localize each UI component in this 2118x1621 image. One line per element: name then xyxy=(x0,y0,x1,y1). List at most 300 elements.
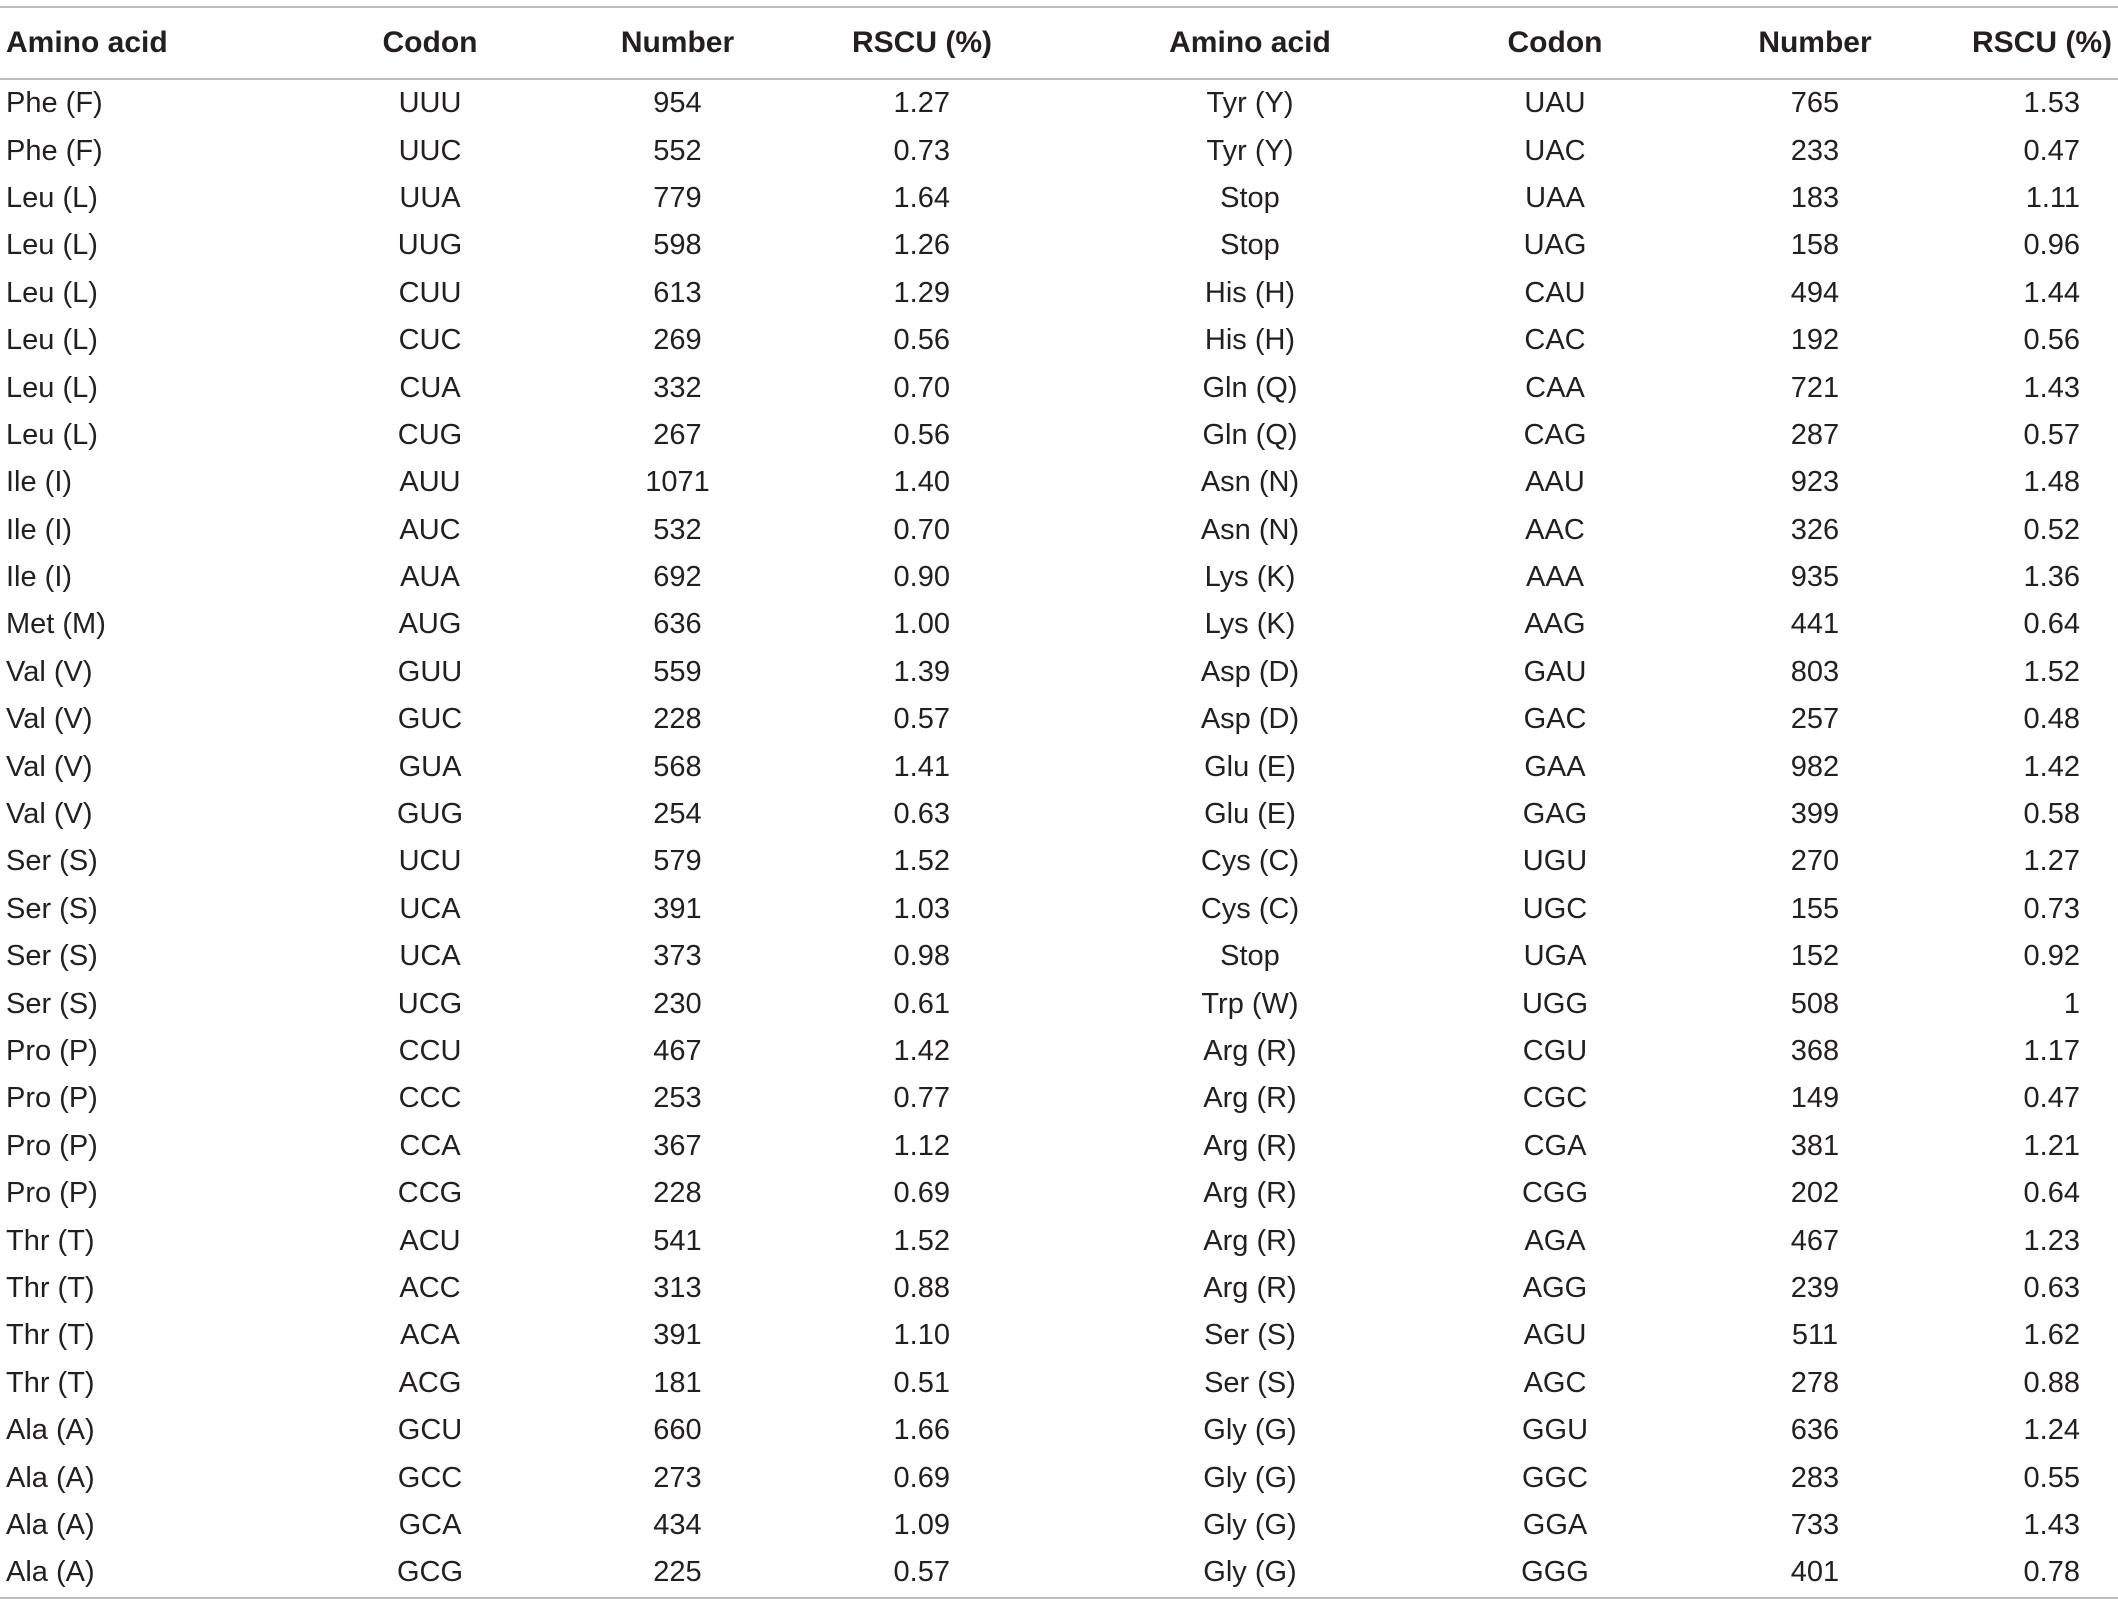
header-number-right: Number xyxy=(1758,26,1872,59)
header-codon-left: Codon xyxy=(382,26,478,59)
amino-acid-cell: Cys (C) xyxy=(1200,845,1300,878)
amino-acid-cell: Glu (E) xyxy=(1204,798,1296,831)
amino-acid-cell: Lys (K) xyxy=(1204,561,1296,594)
amino-acid-cell: Leu (L) xyxy=(6,418,98,451)
rscu-cell: 0.98 xyxy=(893,940,950,973)
amino-acid-cell: Ser (S) xyxy=(1204,1366,1296,1399)
codon-cell: GCA xyxy=(398,1508,462,1541)
table-row xyxy=(0,886,2118,933)
number-cell: 313 xyxy=(653,1271,702,1304)
rscu-cell: 0.96 xyxy=(2023,229,2080,262)
rscu-cell: 0.48 xyxy=(2023,703,2080,736)
amino-acid-cell: Stop xyxy=(1220,229,1280,262)
rscu-cell: 1.24 xyxy=(2023,1414,2080,1447)
number-cell: 287 xyxy=(1790,418,1840,451)
rscu-cell: 1.48 xyxy=(2023,466,2080,499)
codon-cell: AUU xyxy=(399,466,461,499)
codon-cell: UAA xyxy=(1525,181,1585,214)
header-rscu-left: RSCU (%) xyxy=(852,26,992,59)
number-cell: 278 xyxy=(1790,1366,1840,1399)
codon-cell: GAA xyxy=(1524,750,1586,783)
table-row xyxy=(0,601,2118,648)
rscu-cell: 1.11 xyxy=(2025,181,2080,214)
rscu-cell: 1.52 xyxy=(2023,655,2080,688)
number-cell: 367 xyxy=(653,1129,702,1162)
amino-acid-cell: Phe (F) xyxy=(6,134,103,167)
rscu-cell: 0.57 xyxy=(2023,418,2080,451)
rscu-cell: 1.17 xyxy=(2023,1035,2080,1067)
rscu-cell: 1.09 xyxy=(893,1508,950,1541)
table-row xyxy=(0,270,2118,317)
codon-cell: UUG xyxy=(397,229,463,262)
codon-cell: AGA xyxy=(1524,1224,1586,1257)
table-row xyxy=(0,1123,2118,1170)
rscu-cell: 0.63 xyxy=(893,798,950,831)
codon-cell: GGG xyxy=(1521,1556,1589,1589)
codon-cell: CCG xyxy=(397,1177,463,1210)
number-cell: 401 xyxy=(1790,1556,1840,1589)
amino-acid-cell: Stop xyxy=(1220,940,1280,973)
amino-acid-cell: Leu (L) xyxy=(6,371,98,404)
codon-cell: UCA xyxy=(399,892,461,925)
rscu-cell: 0.56 xyxy=(2023,324,2080,357)
rscu-cell: 1.52 xyxy=(893,845,950,878)
table-header xyxy=(0,7,2118,79)
rscu-cell: 1.44 xyxy=(2023,276,2080,309)
amino-acid-cell: Arg (R) xyxy=(1203,1271,1297,1304)
number-cell: 269 xyxy=(653,324,702,357)
rscu-cell: 0.51 xyxy=(893,1366,950,1399)
codon-cell: AUG xyxy=(398,608,462,641)
number-cell: 381 xyxy=(1790,1129,1840,1162)
codon-cell: CUG xyxy=(397,418,463,451)
amino-acid-cell: Phe (F) xyxy=(6,87,103,120)
number-cell: 368 xyxy=(1790,1035,1840,1067)
amino-acid-cell: Pro (P) xyxy=(6,1129,98,1162)
codon-cell: AAU xyxy=(1525,466,1585,499)
codon-cell: CGU xyxy=(1522,1035,1588,1067)
number-cell: 239 xyxy=(1790,1271,1840,1304)
table-row xyxy=(0,1549,2118,1597)
rscu-cell: 1.43 xyxy=(2023,1508,2080,1541)
rscu-cell: 0.47 xyxy=(2023,134,2080,167)
codon-cell: GCC xyxy=(397,1461,463,1494)
rscu-cell: 0.64 xyxy=(2023,1177,2080,1210)
amino-acid-cell: Ile (I) xyxy=(6,466,73,499)
table-row xyxy=(0,507,2118,554)
amino-acid-cell: Cys (C) xyxy=(1200,892,1300,925)
amino-acid-cell: Met (M) xyxy=(6,608,106,641)
amino-acid-cell: Asn (N) xyxy=(1200,466,1300,499)
amino-acid-cell: His (H) xyxy=(1204,324,1296,357)
amino-acid-cell: His (H) xyxy=(1204,276,1296,309)
rscu-cell: 0.58 xyxy=(2023,798,2080,831)
codon-cell: ACG xyxy=(398,1366,462,1399)
amino-acid-cell: Val (V) xyxy=(6,750,93,783)
codon-cell: UUA xyxy=(399,181,461,214)
table-row xyxy=(0,791,2118,838)
codon-cell: CCC xyxy=(398,1082,462,1115)
number-cell: 660 xyxy=(653,1414,702,1447)
codon-cell: CAG xyxy=(1523,418,1587,451)
table-row xyxy=(0,743,2118,790)
table-row xyxy=(0,933,2118,980)
rscu-cell: 1.23 xyxy=(2023,1224,2080,1257)
codon-cell: ACC xyxy=(399,1271,461,1304)
rscu-cell: 1.12 xyxy=(893,1129,950,1162)
table-row xyxy=(0,1502,2118,1549)
number-cell: 779 xyxy=(653,181,702,214)
codon-cell: GUC xyxy=(397,703,463,736)
table-row xyxy=(0,79,2118,127)
table-row xyxy=(0,554,2118,601)
table-row xyxy=(0,1265,2118,1312)
number-cell: 494 xyxy=(1790,276,1840,309)
number-cell: 636 xyxy=(1790,1414,1840,1447)
rscu-cell: 0.47 xyxy=(2023,1082,2080,1115)
number-cell: 982 xyxy=(1790,750,1840,783)
rscu-cell: 0.55 xyxy=(2023,1461,2080,1494)
amino-acid-cell: Lys (K) xyxy=(1204,608,1296,641)
number-cell: 225 xyxy=(653,1556,702,1589)
amino-acid-cell: Arg (R) xyxy=(1203,1129,1297,1162)
number-cell: 273 xyxy=(653,1461,702,1494)
header-number-left: Number xyxy=(620,26,735,59)
header-rscu-right: RSCU (%) xyxy=(1972,26,2112,59)
table-row xyxy=(0,1217,2118,1264)
codon-cell: GUU xyxy=(397,655,463,688)
number-cell: 230 xyxy=(653,987,702,1020)
codon-cell: UCA xyxy=(399,940,461,973)
header-amino-acid-right: Amino acid xyxy=(1169,26,1331,59)
number-cell: 636 xyxy=(653,608,702,641)
number-cell: 228 xyxy=(653,703,702,736)
codon-cell: UCG xyxy=(397,987,463,1020)
number-cell: 579 xyxy=(653,845,702,878)
amino-acid-cell: Gly (G) xyxy=(1203,1414,1297,1447)
amino-acid-cell: Pro (P) xyxy=(6,1082,98,1115)
rscu-cell: 1.52 xyxy=(893,1224,950,1257)
number-cell: 158 xyxy=(1790,229,1840,262)
codon-cell: GAU xyxy=(1523,655,1587,688)
number-cell: 233 xyxy=(1790,134,1840,167)
codon-cell: CGA xyxy=(1523,1129,1587,1162)
amino-acid-cell: Thr (T) xyxy=(6,1271,95,1304)
codon-cell: UUC xyxy=(398,134,462,167)
number-cell: 283 xyxy=(1790,1461,1840,1494)
codon-cell: GCG xyxy=(396,1556,464,1589)
amino-acid-cell: Ala (A) xyxy=(6,1508,95,1541)
number-cell: 568 xyxy=(653,750,702,783)
number-cell: 954 xyxy=(653,87,702,120)
rscu-cell: 0.69 xyxy=(893,1177,950,1210)
header-amino-acid-left: Amino acid xyxy=(6,26,168,59)
number-cell: 733 xyxy=(1790,1508,1840,1541)
number-cell: 202 xyxy=(1790,1177,1840,1210)
number-cell: 155 xyxy=(1790,892,1840,925)
codon-usage-table xyxy=(0,6,2118,1599)
number-cell: 332 xyxy=(653,371,702,404)
table-row xyxy=(0,1407,2118,1454)
rscu-cell: 1.43 xyxy=(2023,371,2080,404)
amino-acid-cell: Gly (G) xyxy=(1203,1508,1297,1541)
amino-acid-cell: Asp (D) xyxy=(1200,655,1300,688)
rscu-cell: 1.03 xyxy=(893,892,950,925)
number-cell: 257 xyxy=(1790,703,1840,736)
table-row xyxy=(0,1360,2118,1407)
amino-acid-cell: Tyr (Y) xyxy=(1206,134,1294,167)
rscu-cell: 1.41 xyxy=(893,750,950,783)
codon-cell: UGA xyxy=(1523,940,1587,973)
amino-acid-cell: Trp (W) xyxy=(1201,987,1299,1020)
amino-acid-cell: Arg (R) xyxy=(1203,1035,1297,1067)
codon-usage-table-container xyxy=(0,6,2118,1599)
amino-acid-cell: Val (V) xyxy=(6,703,93,736)
table-row xyxy=(0,1170,2118,1217)
amino-acid-cell: Val (V) xyxy=(6,655,93,688)
rscu-cell: 0.77 xyxy=(893,1082,950,1115)
table-row xyxy=(0,317,2118,364)
number-cell: 254 xyxy=(653,798,702,831)
amino-acid-cell: Ser (S) xyxy=(6,987,98,1020)
codon-cell: AAC xyxy=(1525,513,1585,546)
codon-cell: AAA xyxy=(1525,561,1585,594)
codon-cell: AUC xyxy=(399,513,461,546)
amino-acid-cell: Gly (G) xyxy=(1203,1556,1297,1589)
rscu-cell: 0.70 xyxy=(893,371,950,404)
amino-acid-cell: Ala (A) xyxy=(6,1414,95,1447)
number-cell: 149 xyxy=(1790,1082,1840,1115)
amino-acid-cell: Ala (A) xyxy=(6,1556,95,1589)
amino-acid-cell: Thr (T) xyxy=(6,1366,95,1399)
table-row xyxy=(0,1075,2118,1122)
amino-acid-cell: Leu (L) xyxy=(6,276,98,309)
codon-cell: GAC xyxy=(1523,703,1587,736)
number-cell: 181 xyxy=(653,1366,702,1399)
number-cell: 192 xyxy=(1790,324,1840,357)
codon-cell: AGU xyxy=(1523,1319,1587,1352)
rscu-cell: 1.27 xyxy=(2023,845,2080,878)
codon-cell: AGC xyxy=(1523,1366,1587,1399)
rscu-cell: 1.53 xyxy=(2023,87,2080,120)
codon-cell: CUC xyxy=(398,324,462,357)
rscu-cell: 0.61 xyxy=(893,987,950,1020)
rscu-cell: 0.57 xyxy=(893,703,950,736)
number-cell: 559 xyxy=(653,655,702,688)
table-row xyxy=(0,1454,2118,1501)
rscu-cell: 1.66 xyxy=(893,1414,950,1447)
table-row xyxy=(0,222,2118,269)
codon-cell: CGC xyxy=(1522,1082,1588,1115)
number-cell: 1071 xyxy=(645,466,710,499)
table-body xyxy=(0,79,2118,1598)
amino-acid-cell: Gly (G) xyxy=(1203,1461,1297,1494)
amino-acid-cell: Ile (I) xyxy=(6,513,73,546)
number-cell: 552 xyxy=(653,134,702,167)
codon-cell: UCU xyxy=(398,845,462,878)
amino-acid-cell: Stop xyxy=(1220,181,1280,214)
codon-cell: CGG xyxy=(1521,1177,1589,1210)
amino-acid-cell: Ala (A) xyxy=(6,1461,95,1494)
table-row xyxy=(0,649,2118,696)
amino-acid-cell: Ser (S) xyxy=(1204,1319,1296,1352)
codon-cell: CAU xyxy=(1524,276,1586,309)
number-cell: 598 xyxy=(653,229,702,262)
amino-acid-cell: Gln (Q) xyxy=(1202,371,1298,404)
amino-acid-cell: Ser (S) xyxy=(6,845,98,878)
codon-cell: UGU xyxy=(1522,845,1588,878)
codon-cell: CAC xyxy=(1524,324,1586,357)
rscu-cell: 0.64 xyxy=(2023,608,2080,641)
codon-cell: UAC xyxy=(1524,134,1586,167)
codon-cell: AAG xyxy=(1524,608,1586,641)
rscu-cell: 0.78 xyxy=(2023,1556,2080,1589)
codon-cell: UAU xyxy=(1524,87,1586,120)
rscu-cell: 1 xyxy=(2063,987,2080,1020)
table-row xyxy=(0,459,2118,506)
number-cell: 511 xyxy=(1791,1319,1839,1352)
table-row xyxy=(0,1312,2118,1359)
number-cell: 399 xyxy=(1790,798,1840,831)
codon-cell: CUA xyxy=(399,371,461,404)
number-cell: 267 xyxy=(653,418,702,451)
rscu-cell: 1.39 xyxy=(893,655,950,688)
rscu-cell: 0.52 xyxy=(2023,513,2080,546)
codon-cell: AGG xyxy=(1522,1271,1588,1304)
number-cell: 721 xyxy=(1790,371,1840,404)
header-codon-right: Codon xyxy=(1507,26,1603,59)
amino-acid-cell: Ile (I) xyxy=(6,561,73,594)
amino-acid-cell: Leu (L) xyxy=(6,181,98,214)
table-row xyxy=(0,364,2118,411)
codon-cell: AUA xyxy=(400,561,460,594)
amino-acid-cell: Ser (S) xyxy=(6,892,98,925)
amino-acid-cell: Thr (T) xyxy=(6,1319,95,1352)
rscu-cell: 0.63 xyxy=(2023,1271,2080,1304)
codon-cell: CUU xyxy=(398,276,462,309)
amino-acid-cell: Arg (R) xyxy=(1203,1177,1297,1210)
number-cell: 532 xyxy=(653,513,702,546)
table-row xyxy=(0,696,2118,743)
number-cell: 326 xyxy=(1790,513,1840,546)
number-cell: 467 xyxy=(1790,1224,1840,1257)
number-cell: 391 xyxy=(653,892,702,925)
rscu-cell: 1.10 xyxy=(893,1319,950,1352)
number-cell: 270 xyxy=(1790,845,1840,878)
number-cell: 923 xyxy=(1790,466,1840,499)
rscu-cell: 0.56 xyxy=(893,418,950,451)
codon-cell: UGC xyxy=(1522,892,1588,925)
amino-acid-cell: Ser (S) xyxy=(6,940,98,973)
rscu-cell: 1.27 xyxy=(893,87,950,120)
rscu-cell: 1.62 xyxy=(2023,1319,2080,1352)
codon-cell: GGC xyxy=(1521,1461,1589,1494)
rscu-cell: 0.73 xyxy=(893,134,950,167)
number-cell: 803 xyxy=(1790,655,1840,688)
amino-acid-cell: Pro (P) xyxy=(6,1035,98,1067)
codon-cell: CAA xyxy=(1525,371,1585,404)
number-cell: 434 xyxy=(653,1508,702,1541)
amino-acid-cell: Leu (L) xyxy=(6,324,98,357)
codon-cell: GCU xyxy=(397,1414,463,1447)
number-cell: 183 xyxy=(1790,181,1840,214)
rscu-cell: 1.42 xyxy=(2023,750,2080,783)
rscu-cell: 1.64 xyxy=(893,181,950,214)
codon-cell: CCU xyxy=(398,1035,462,1067)
number-cell: 467 xyxy=(653,1035,702,1067)
number-cell: 391 xyxy=(653,1319,702,1352)
rscu-cell: 0.90 xyxy=(893,561,950,594)
amino-acid-cell: Gln (Q) xyxy=(1202,418,1298,451)
amino-acid-cell: Asn (N) xyxy=(1200,513,1300,546)
number-cell: 441 xyxy=(1790,608,1840,641)
codon-cell: GGA xyxy=(1522,1508,1588,1541)
rscu-cell: 0.88 xyxy=(893,1271,950,1304)
number-cell: 508 xyxy=(1790,987,1840,1020)
table-row xyxy=(0,838,2118,885)
header-row xyxy=(0,7,2118,79)
codon-cell: UAG xyxy=(1523,229,1587,262)
table-row xyxy=(0,980,2118,1027)
number-cell: 765 xyxy=(1790,87,1840,120)
codon-cell: ACA xyxy=(400,1319,460,1352)
rscu-cell: 1.42 xyxy=(893,1035,950,1067)
amino-acid-cell: Pro (P) xyxy=(6,1177,98,1210)
rscu-cell: 0.73 xyxy=(2023,892,2080,925)
rscu-cell: 0.88 xyxy=(2023,1366,2080,1399)
amino-acid-cell: Thr (T) xyxy=(6,1224,95,1257)
rscu-cell: 1.36 xyxy=(2023,561,2080,594)
number-cell: 935 xyxy=(1790,561,1840,594)
rscu-cell: 0.69 xyxy=(893,1461,950,1494)
rscu-cell: 1.00 xyxy=(893,608,950,641)
codon-cell: GUA xyxy=(398,750,462,783)
amino-acid-cell: Glu (E) xyxy=(1204,750,1296,783)
rscu-cell: 0.92 xyxy=(2023,940,2080,973)
number-cell: 541 xyxy=(653,1224,702,1257)
amino-acid-cell: Tyr (Y) xyxy=(1206,87,1294,120)
amino-acid-cell: Asp (D) xyxy=(1200,703,1300,736)
number-cell: 152 xyxy=(1790,940,1840,973)
amino-acid-cell: Val (V) xyxy=(6,798,93,831)
rscu-cell: 1.40 xyxy=(893,466,950,499)
rscu-cell: 0.57 xyxy=(893,1556,950,1589)
codon-cell: CCA xyxy=(399,1129,461,1162)
rscu-cell: 1.21 xyxy=(2023,1129,2080,1162)
number-cell: 373 xyxy=(653,940,702,973)
codon-cell: UGG xyxy=(1521,987,1589,1020)
codon-cell: ACU xyxy=(399,1224,461,1257)
table-row xyxy=(0,127,2118,174)
table-row xyxy=(0,412,2118,459)
number-cell: 253 xyxy=(653,1082,702,1115)
number-cell: 228 xyxy=(653,1177,702,1210)
amino-acid-cell: Arg (R) xyxy=(1203,1082,1297,1115)
codon-cell: GAG xyxy=(1522,798,1588,831)
rscu-cell: 0.56 xyxy=(893,324,950,357)
amino-acid-cell: Leu (L) xyxy=(6,229,98,262)
rscu-cell: 1.26 xyxy=(893,229,950,262)
codon-cell: GGU xyxy=(1521,1414,1589,1447)
number-cell: 613 xyxy=(653,276,702,309)
number-cell: 692 xyxy=(653,561,702,594)
rscu-cell: 1.29 xyxy=(893,276,950,309)
table-row xyxy=(0,1028,2118,1075)
codon-cell: UUU xyxy=(398,87,462,120)
codon-cell: GUG xyxy=(396,798,464,831)
rscu-cell: 0.70 xyxy=(893,513,950,546)
table-row xyxy=(0,175,2118,222)
